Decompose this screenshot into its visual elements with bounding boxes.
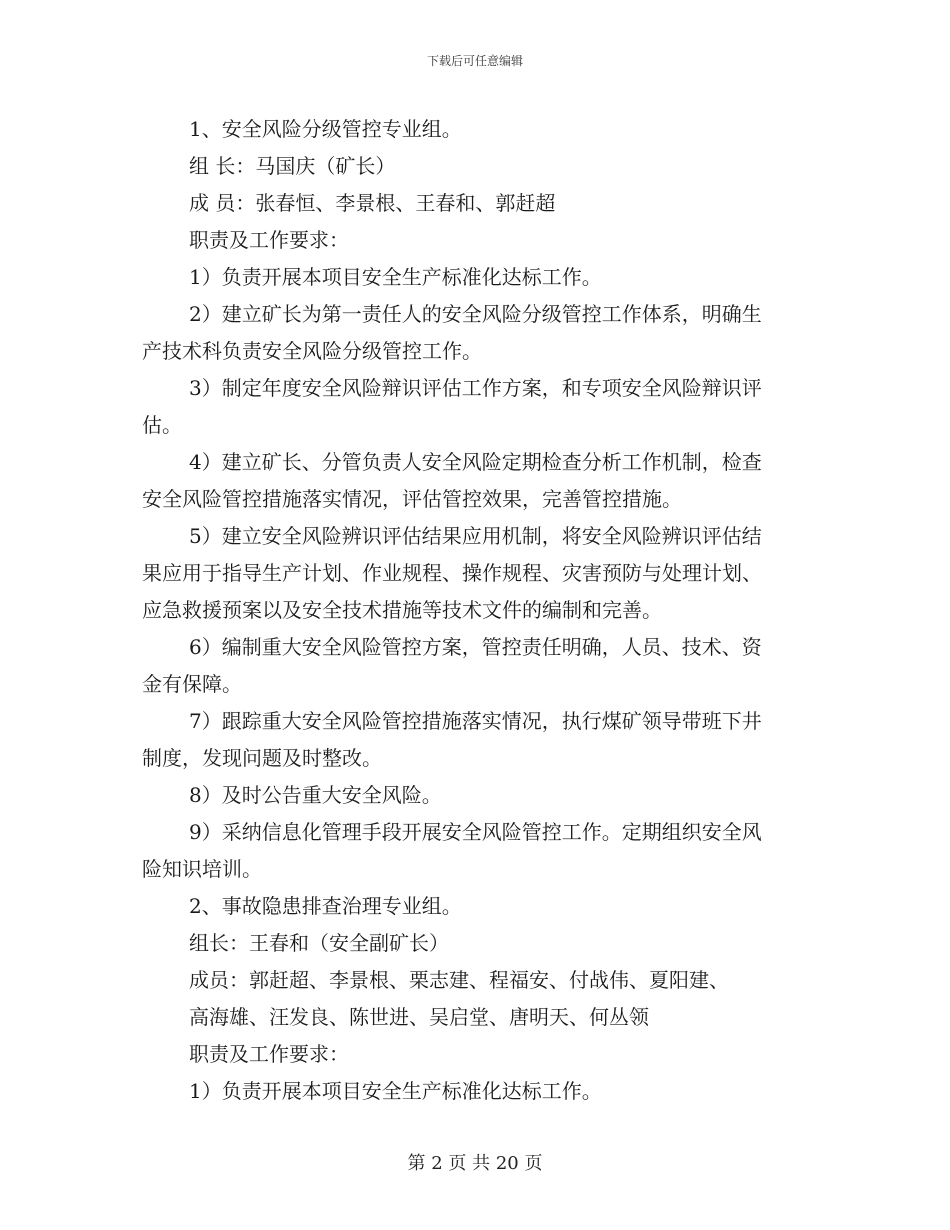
paragraph-line: 8）及时公告重大安全风险。 [189,783,442,807]
paragraph-line: 7）跟踪重大安全风险管控措施落实情况，执行煤矿领导带班下井 [189,709,762,733]
group-members: 高海雄、汪发良、陈世进、吴启堂、唐明天、何丛领 [189,1005,649,1029]
group-leader: 组长：王春和（安全副矿长） [189,931,449,955]
section-heading: 1、安全风险分级管控专业组。 [189,117,462,141]
paragraph-line: 果应用于指导生产计划、作业规程、操作规程、灾害预防与处理计划、 [142,561,762,585]
paragraph-line: 产技术科负责安全风险分级管控工作。 [142,339,482,363]
paragraph-line: 6）编制重大安全风险管控方案，管控责任明确，人员、技术、资 [189,635,762,659]
duties-heading: 职责及工作要求： [189,1042,349,1066]
group-leader: 组 长：马国庆（矿长） [189,154,396,178]
section-heading: 2、事故隐患排查治理专业组。 [189,894,462,918]
paragraph-line: 应急救援预案以及安全技术措施等技术文件的编制和完善。 [142,598,662,622]
paragraph-line: 险知识培训。 [142,857,262,881]
paragraph-line: 3）制定年度安全风险辩识评估工作方案，和专项安全风险辩识评 [189,376,762,400]
paragraph-line: 安全风险管控措施落实情况，评估管控效果，完善管控措施。 [142,487,682,511]
paragraph-line: 制度，发现问题及时整改。 [142,746,382,770]
duties-heading: 职责及工作要求： [189,228,349,252]
paragraph-line: 金有保障。 [142,672,242,696]
paragraph-line: 4）建立矿长、分管负责人安全风险定期检查分析工作机制，检查 [189,450,762,474]
page-header: 下载后可任意编辑 [426,54,523,68]
paragraph-line: 2）建立矿长为第一责任人的安全风险分级管控工作体系，明确生 [189,302,762,326]
paragraph-line: 1）负责开展本项目安全生产标准化达标工作。 [189,265,602,289]
paragraph-line: 估。 [142,413,182,437]
paragraph-line: 5）建立安全风险辨识评估结果应用机制，将安全风险辨识评估结 [189,524,762,548]
page-footer: 第 2 页 共 20 页 [407,1153,543,1174]
group-members: 成员：郭赶超、李景根、栗志建、程福安、付战伟、夏阳建、 [189,968,729,992]
group-members: 成 员：张春恒、李景根、王春和、郭赶超 [189,191,556,215]
document-body [142,111,812,1110]
paragraph-line: 9）采纳信息化管理手段开展安全风险管控工作。定期组织安全风 [189,820,762,844]
paragraph-line: 1）负责开展本项目安全生产标准化达标工作。 [189,1079,602,1103]
